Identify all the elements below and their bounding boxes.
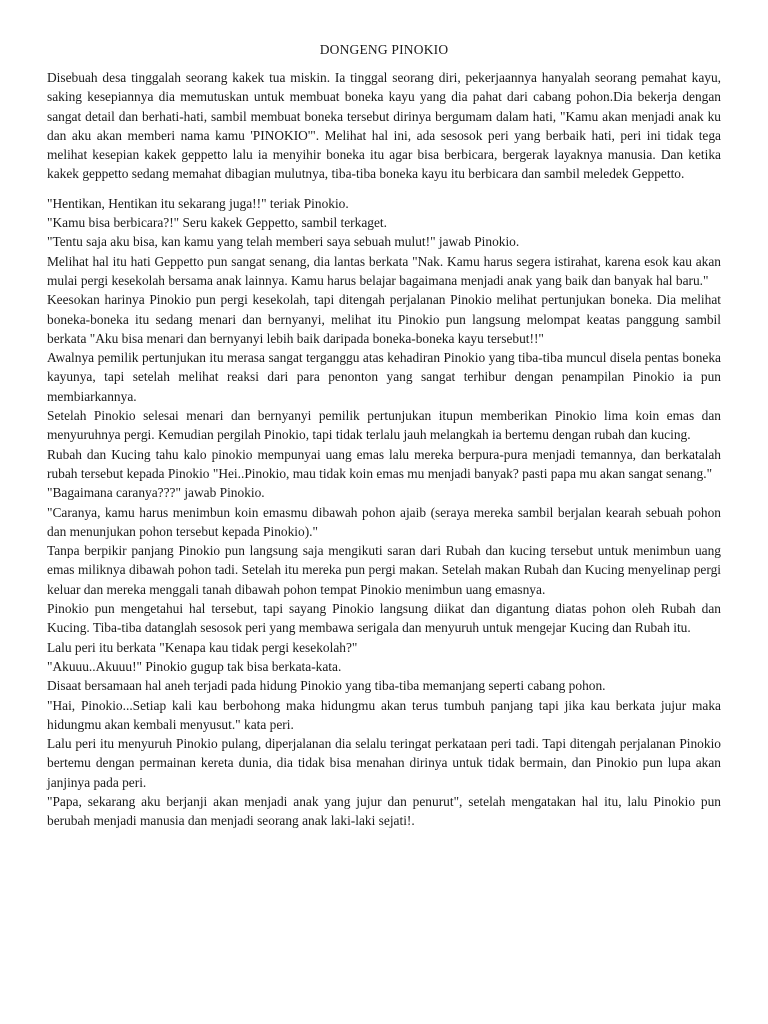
paragraph: "Papa, sekarang aku berjanji akan menjadi anak yang jujur dan penurut", setelah mengatakan hal itu, lalu Pinokio pun berubah menjadi manusia dan menjadi seorang anak laki-laki sejati!. <box>47 793 721 829</box>
paragraph: Pinokio pun mengetahui hal tersebut, tapi sayang Pinokio langsung diikat dan digantung diatas pohon oleh Rubah dan Kucing. Tiba-tiba datanglah sesosok peri yang membawa serigala dan menyuruh untuk mengejar Kucing dan Rubah itu. <box>47 601 721 636</box>
paragraph: Disaat bersamaan hal aneh terjadi pada hidung Pinokio yang tiba-tiba memanjang seperti cabang pohon. <box>47 678 606 694</box>
paragraph: "Hentikan, Hentikan itu sekarang juga!!" teriak Pinokio. <box>47 195 349 211</box>
paragraph-intro: Disebuah desa tinggalah seorang kakek tua miskin. Ia tinggal seorang diri, pekerjaannya hanyalah seorang pemahat kayu, saking kesepiannya dia memutuskan untuk membuat boneka kayu yang dia pahat dari cabang pohon.Dia bekerja dengan sangat detail dan berhati-hati, sambil membuat boneka tersebut dirinya bergumam dalam hati, "Kamu akan menjadi anak ku dan aku akan memberi nama kamu 'PINOKIO'". Melihat hal ini, ada sesosok peri yang berbaik hati, peri ini tidak tega melihat kesepian kakek geppetto lalu ia menyihir boneka itu agar bisa berbicara, bergerak layaknya manusia. Dan ketika kakek geppetto sedang memahat dibagian mulutnya, tiba-tiba boneka kayu itu berbicara dan sambil meledek Geppetto. <box>47 70 721 182</box>
paragraph: "Bagaimana caranya???" jawab Pinokio. <box>47 485 265 501</box>
paragraph: Tanpa berpikir panjang Pinokio pun langsung saja mengikuti saran dari Rubah dan kucing tersebut untuk menimbun uang emas miliknya dibawah pohon tadi. Setelah itu mereka pun pergi makan. Setelah makan Rubah dan Kucing menyelinap pergi keluar dan mereka menggali tanah dibawah pohon tempat Pinokio menimbun uang emasnya. <box>47 543 721 597</box>
paragraph: Awalnya pemilik pertunjukan itu merasa sangat terganggu atas kehadiran Pinokio yang tiba-tiba muncul disela pentas boneka kayunya, tapi setelah melihat reaksi dari para penonton yang sangat terhibur dengan penampilan Pinokio ia pun membiarkannya. <box>47 350 721 404</box>
paragraph: Lalu peri itu berkata "Kenapa kau tidak pergi kesekolah?" <box>47 639 358 655</box>
paragraph: "Hai, Pinokio...Setiap kali kau berbohong maka hidungmu akan terus tumbuh panjang tapi jika kau berkata jujur maka hidungmu akan kembali menyusut." kata peri. <box>47 697 721 732</box>
paragraph: "Tentu saja aku bisa, kan kamu yang telah memberi saya sebuah mulut!" jawab Pinokio. <box>47 234 520 250</box>
paragraph: Melihat hal itu hati Geppetto pun sangat senang, dia lantas berkata "Nak. Kamu harus segera istirahat, karena esok kau akan mulai pergi kesekolah bersama anak lainnya. Kamu harus belajar bagaimana menjadi anak yang baik dan banyak hal baru." <box>47 253 721 288</box>
paragraph: Keesokan harinya Pinokio pun pergi kesekolah, tapi ditengah perjalanan Pinokio melihat pertunjukan boneka. Dia melihat boneka-boneka itu sedang menari dan bernyanyi, melihat itu Pinokio pun langsung melompat keatas panggung sambil berkata "Aku bisa menari dan bernyanyi lebih baik daripada boneka-boneka kayu tersebut!!" <box>47 292 721 346</box>
document-page <box>47 40 721 1000</box>
paragraph: "Akuuu..Akuuu!" Pinokio gugup tak bisa berkata-kata. <box>47 658 342 674</box>
paragraph: Setelah Pinokio selesai menari dan bernyanyi pemilik pertunjukan itupun memberikan Pinokio lima koin emas dan menyuruhnya pergi. Kemudian pergilah Pinokio, tapi tidak terlalu jauh melangkah ia bertemu dengan rubah dan kucing. <box>47 408 721 443</box>
paragraph: Rubah dan Kucing tahu kalo pinokio mempunyai uang emas lalu mereka berpura-pura menjadi temannya, dan berkatalah rubah tersebut kepada Pinokio "Hei..Pinokio, mau tidak koin emas mu menjadi banyak? pasti papa mu akan sangat senang." <box>47 446 721 481</box>
document-title: DONGENG PINOKIO <box>319 42 449 57</box>
paragraph: "Caranya, kamu harus menimbun koin emasmu dibawah pohon ajaib (seraya mereka sambil berjalan kearah sebuah pohon dan menunjukan pohon tersebut kepada Pinokio)." <box>47 504 721 539</box>
paragraph: "Kamu bisa berbicara?!" Seru kakek Geppetto, sambil terkaget. <box>47 215 387 231</box>
paragraph: Lalu peri itu menyuruh Pinokio pulang, diperjalanan dia selalu teringat perkataan peri tadi. Tapi ditengah perjalanan Pinokio bertemu dengan permainan kereta dunia, dia tidak bisa menahan dirinya untuk tidak bermain, dan Pinokio pun lupa akan janjinya pada peri. <box>47 736 721 790</box>
